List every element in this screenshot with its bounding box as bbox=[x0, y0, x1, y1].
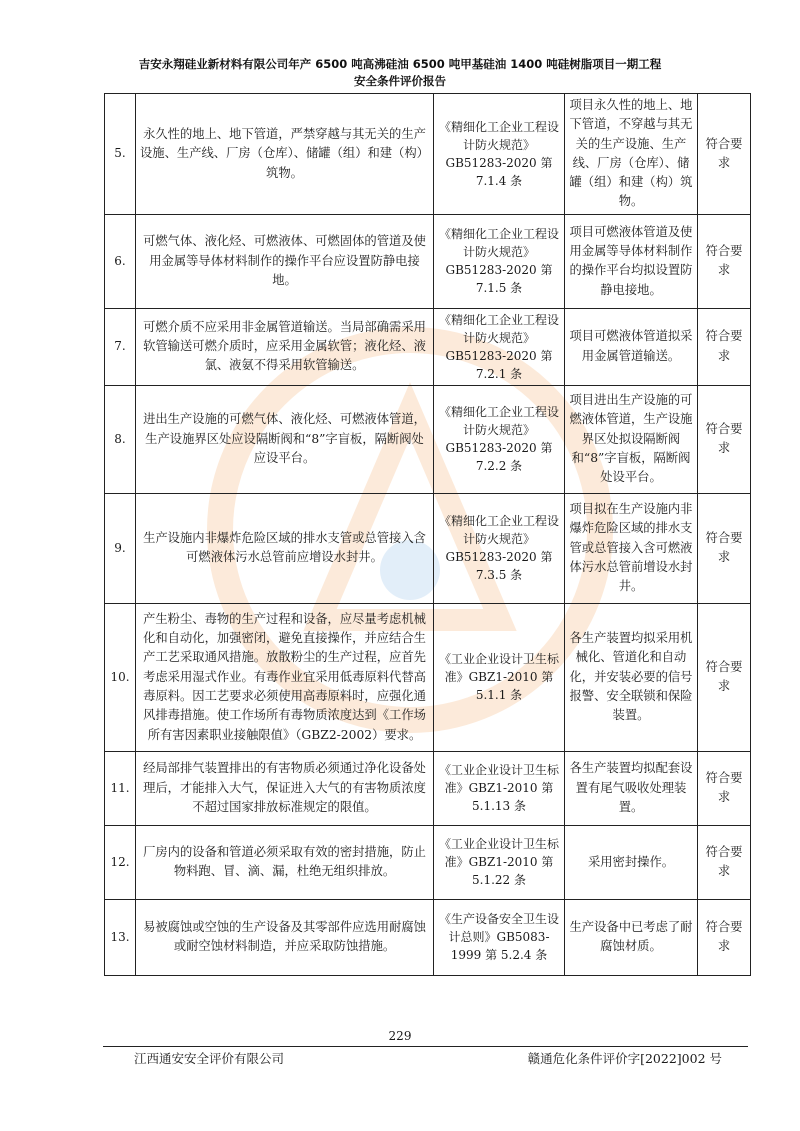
result-cell: 符合要求 bbox=[698, 94, 751, 215]
table-row bbox=[105, 751, 751, 825]
basis-cell: 《生产设备安全卫生设计总则》GB5083-1999 第 5.2.4 条 bbox=[434, 899, 565, 975]
result-cell: 符合要求 bbox=[698, 493, 751, 603]
header-title-line1: 吉安永翔硅业新材料有限公司年产 6500 吨高沸硅油 6500 吨甲基硅油 1400 吨硅树脂项目一期工程 bbox=[138, 57, 662, 71]
status-cell: 采用密封操作。 bbox=[565, 825, 698, 899]
basis-cell: 《精细化工企业工程设计防火规范》GB51283-2020 第 7.2.1 条 bbox=[434, 308, 565, 385]
row-number: 12. bbox=[105, 825, 136, 899]
status-cell: 项目可燃液体管道拟采用金属管道输送。 bbox=[565, 308, 698, 385]
table-row bbox=[105, 385, 751, 493]
row-number: 5. bbox=[105, 94, 136, 215]
table-row bbox=[105, 214, 751, 308]
safety-check-table bbox=[104, 93, 751, 976]
requirement-cell: 可燃介质不应采用非金属管道输送。当局部确需采用软管输送可燃介质时，应采用金属软管；液化烃、液氯、液氨不得采用软管输送。 bbox=[136, 308, 434, 385]
report-header bbox=[60, 56, 740, 90]
row-number: 8. bbox=[105, 385, 136, 493]
basis-cell: 《精细化工企业工程设计防火规范》GB51283-2020 第 7.1.4 条 bbox=[434, 94, 565, 215]
basis-cell: 《工业企业设计卫生标准》GBZ1-2010 第 5.1.22 条 bbox=[434, 825, 565, 899]
footer-company: 江西通安安全评价有限公司 bbox=[134, 1051, 285, 1066]
result-cell: 符合要求 bbox=[698, 825, 751, 899]
status-cell: 生产设备中已考虑了耐腐蚀材质。 bbox=[565, 899, 698, 975]
basis-cell: 《精细化工企业工程设计防火规范》GB51283-2020 第 7.3.5 条 bbox=[434, 493, 565, 603]
status-cell: 项目拟在生产设施内非爆炸危险区域的排水支管或总管接入含可燃液体污水总管前增设水封井。 bbox=[565, 493, 698, 603]
requirement-cell: 产生粉尘、毒物的生产过程和设备，应尽量考虑机械化和自动化，加强密闭，避免直接操作，并应结合生产工艺采取通风措施。放散粉尘的生产过程，应首先考虑采用湿式作业。有毒作业宜采用低毒原料代替高毒原料。因工艺要求必须使用高毒原料时，应强化通风排毒措施。使工作场所有毒物质浓度达到《工作场所有害因素职业接触限值》（GBZ2-2002）要求。 bbox=[136, 603, 434, 751]
requirement-cell: 厂房内的设备和管道必须采取有效的密封措施，防止物料跑、冒、滴、漏，杜绝无组织排放。 bbox=[136, 825, 434, 899]
table-row bbox=[105, 493, 751, 603]
table-row bbox=[105, 603, 751, 751]
table-row bbox=[105, 94, 751, 215]
row-number: 11. bbox=[105, 751, 136, 825]
basis-cell: 《精细化工企业工程设计防火规范》GB51283-2020 第 7.2.2 条 bbox=[434, 385, 565, 493]
status-cell: 项目永久性的地上、地下管道，不穿越与其无关的生产设施、生产线、厂房（仓库）、储罐（组）和建（构）筑物。 bbox=[565, 94, 698, 215]
row-number: 7. bbox=[105, 308, 136, 385]
requirement-cell: 可燃气体、液化烃、可燃液体、可燃固体的管道及使用金属等导体材料制作的操作平台应设置防静电接地。 bbox=[136, 214, 434, 308]
requirement-cell: 进出生产设施的可燃气体、液化烃、可燃液体管道，生产设施界区处应设隔断阀和“8”字盲板，隔断阀处应设平台。 bbox=[136, 385, 434, 493]
footer-doc-code: 赣通危化条件评价字[2022]002 号 bbox=[527, 1051, 722, 1066]
requirement-cell: 经局部排气装置排出的有害物质必须通过净化设备处理后，才能排入大气，保证进入大气的有害物质浓度不超过国家排放标准规定的限值。 bbox=[136, 751, 434, 825]
page-number: 229 bbox=[388, 1029, 412, 1043]
row-number: 6. bbox=[105, 214, 136, 308]
footer-divider bbox=[103, 1046, 748, 1047]
requirement-cell: 生产设施内非爆炸危险区域的排水支管或总管接入含可燃液体污水总管前应增设水封井。 bbox=[136, 493, 434, 603]
requirement-cell: 易被腐蚀或空蚀的生产设备及其零部件应选用耐腐蚀或耐空蚀材料制造，并应采取防蚀措施。 bbox=[136, 899, 434, 975]
table-row bbox=[105, 899, 751, 975]
basis-cell: 《精细化工企业工程设计防火规范》GB51283-2020 第 7.1.5 条 bbox=[434, 214, 565, 308]
table-row bbox=[105, 308, 751, 385]
requirement-cell: 永久性的地上、地下管道，严禁穿越与其无关的生产设施、生产线、厂房（仓库）、储罐（组）和建（构）筑物。 bbox=[136, 94, 434, 215]
result-cell: 符合要求 bbox=[698, 899, 751, 975]
row-number: 10. bbox=[105, 603, 136, 751]
table-row bbox=[105, 825, 751, 899]
status-cell: 项目进出生产设施的可燃液体管道，生产设施界区处拟设隔断阀和“8”字盲板，隔断阀处设平台。 bbox=[565, 385, 698, 493]
result-cell: 符合要求 bbox=[698, 751, 751, 825]
result-cell: 符合要求 bbox=[698, 603, 751, 751]
status-cell: 各生产装置均拟配套设置有尾气吸收处理装置。 bbox=[565, 751, 698, 825]
result-cell: 符合要求 bbox=[698, 385, 751, 493]
basis-cell: 《工业企业设计卫生标准》GBZ1-2010 第 5.1.13 条 bbox=[434, 751, 565, 825]
row-number: 9. bbox=[105, 493, 136, 603]
status-cell: 项目可燃液体管道及使用金属等导体材料制作的操作平台均拟设置防静电接地。 bbox=[565, 214, 698, 308]
status-cell: 各生产装置均拟采用机械化、管道化和自动化，并安装必要的信号报警、安全联锁和保险装置。 bbox=[565, 603, 698, 751]
basis-cell: 《工业企业设计卫生标准》GBZ1-2010 第 5.1.1 条 bbox=[434, 603, 565, 751]
result-cell: 符合要求 bbox=[698, 308, 751, 385]
result-cell: 符合要求 bbox=[698, 214, 751, 308]
row-number: 13. bbox=[105, 899, 136, 975]
header-title-line2: 安全条件评价报告 bbox=[354, 74, 446, 88]
